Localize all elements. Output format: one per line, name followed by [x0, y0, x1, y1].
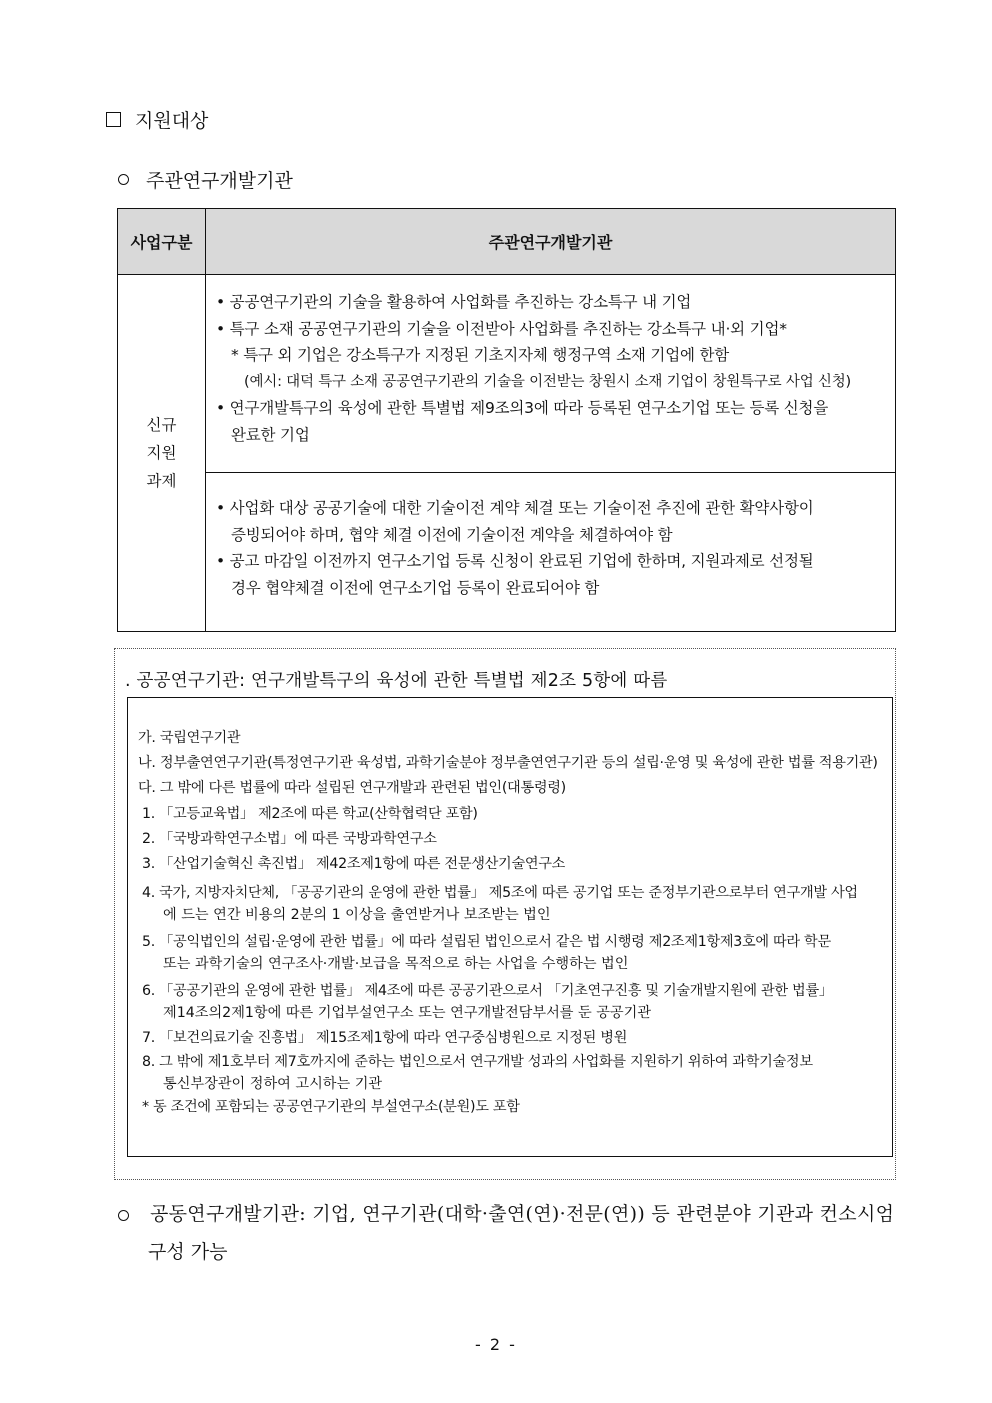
subsection-heading — [118, 166, 293, 193]
definition-list — [127, 697, 893, 1157]
requirement-line: • 공고 마감일 이전까지 연구소기업 등록 신청이 완료된 기업에 한하며, 지원과제로 선정될 — [216, 552, 814, 570]
definition-item-line: 6. 「공공기관의 운영에 관한 법률」 제4조에 따른 공공기관으로서 「기초연구진흥 및 기술개발지원에 관한 법률」 — [142, 983, 833, 1000]
section-heading — [106, 106, 208, 133]
definition-line: 나. 정부출연연구기관(특정연구기관 육성법, 과학기술분야 정부출연연구기관 등의 설립·운영 및 육성에 관한 법률 적용기관) — [138, 755, 878, 772]
requirement-line: • 공공연구기관의 기술을 활용하여 사업화를 추진하는 강소특구 내 기업 — [216, 293, 692, 311]
header-institution: 주관연구개발기관 — [206, 209, 896, 275]
definition-item: 1. 「고등교육법」 제2조에 따른 학교(산학협력단 포함) — [142, 805, 478, 822]
definition-item-line: 8. 그 밖에 제1호부터 제7호까지에 준하는 법인으로서 연구개발 성과의 사업화를 지원하기 위하여 과학기술정보 — [142, 1054, 813, 1071]
definition-item-line: 5. 「공익법인의 설립·운영에 관한 법률」에 따라 설립된 법인으로서 같은 법 시행령 제2조제1항제3호에 따라 학문 — [142, 934, 831, 951]
eligibility-table — [117, 208, 896, 632]
table-row — [118, 275, 896, 473]
definition-item-cont: 에 드는 연간 비용의 2분의 1 이상을 출연받거나 보조받는 법인 — [163, 907, 551, 924]
category-cell — [118, 275, 206, 632]
definition-title: . 공공연구기관: 연구개발특구의 육성에 관한 특별법 제2조 5항에 따름 — [125, 671, 668, 691]
definition-item — [138, 980, 892, 1024]
circle-bullet-icon — [118, 1210, 129, 1221]
definition-footnote: * 동 조건에 포함되는 공공연구기관의 부설연구소(분원)도 포함 — [142, 1099, 520, 1116]
definition-item-line: 4. 국가, 지방자치단체, 「공공기관의 운영에 관한 법률」 제5조에 따른 공기업 또는 준정부기관으로부터 연구개발 사업 — [142, 885, 858, 902]
subsection-title: 주관연구개발기관 — [146, 170, 293, 192]
paragraph-line — [118, 1195, 898, 1233]
requirements-cell-2 — [206, 473, 896, 632]
definition-item: 3. 「산업기술혁신 촉진법」 제42조제1항에 따른 전문생산기술연구소 — [142, 856, 566, 873]
page-number: - 2 - — [475, 1335, 517, 1354]
definition-line: 다. 그 밖에 다른 법률에 따라 설립된 연구개발과 관련된 법인(대통령령) — [138, 780, 566, 797]
requirement-example: (예시: 대덕 특구 소재 공공연구기관의 기술을 이전받는 창원시 소재 기업이 창원특구로 사업 신청) — [244, 373, 851, 390]
requirements-cell-1 — [206, 275, 896, 473]
section-title: 지원대상 — [135, 110, 209, 132]
definition-item — [138, 931, 892, 975]
category-text: 과제 — [146, 472, 177, 490]
definition-item — [138, 882, 892, 926]
category-text: 신규 — [146, 416, 177, 434]
table-row — [118, 473, 896, 632]
definition-box — [114, 648, 896, 1180]
definition-line: 가. 국립연구기관 — [138, 730, 241, 746]
table-header-row — [118, 209, 896, 275]
header-category: 사업구분 — [118, 209, 206, 275]
circle-bullet-icon — [118, 174, 129, 185]
requirement-line-cont: 완료한 기업 — [231, 425, 310, 444]
definition-item-cont: 통신부장관이 정하여 고시하는 기관 — [163, 1076, 383, 1093]
definition-item-cont: 또는 과학기술의 연구조사·개발·보급을 목적으로 하는 사업을 수행하는 법인 — [163, 956, 629, 973]
requirement-line: • 특구 소재 공공연구기관의 기술을 이전받아 사업화를 추진하는 강소특구 내·외 기업* — [216, 319, 787, 338]
definition-item: 2. 「국방과학연구소법」에 따른 국방과학연구소 — [142, 830, 437, 847]
joint-institution-text: 공동연구개발기관: 기업, 연구기관(대학·출연(연)·전문(연)) 등 관련분야 기관과 컨소시엄 — [150, 1203, 895, 1225]
requirement-line: • 사업화 대상 공공기술에 대한 기술이전 계약 체결 또는 기술이전 추진에 관한 확약사항이 — [216, 499, 814, 517]
definition-item — [138, 1051, 892, 1095]
definition-item: 7. 「보건의료기술 진흥법」 제15조제1항에 따라 연구중심병원으로 지정된 병원 — [142, 1030, 628, 1047]
joint-institution-paragraph — [118, 1195, 898, 1271]
requirement-line-cont: 증빙되어야 하며, 협약 체결 이전에 기술이전 계약을 체결하여야 함 — [231, 525, 673, 544]
requirement-line-cont: 경우 협약체결 이전에 연구소기업 등록이 완료되어야 함 — [231, 578, 600, 597]
checkbox-square-icon — [106, 112, 121, 127]
definition-item-cont: 제14조의2제1항에 따른 기업부설연구소 또는 연구개발전담부서를 둔 공공기관 — [163, 1005, 652, 1022]
requirement-note: * 특구 외 기업은 강소특구가 지정된 기초지자체 행정구역 소재 기업에 한함 — [231, 346, 730, 364]
requirement-line: • 연구개발특구의 육성에 관한 특별법 제9조의3에 따라 등록된 연구소기업 또는 등록 신청을 — [216, 399, 829, 417]
category-text: 지원 — [146, 444, 177, 462]
paragraph-line-cont: 구성 가능 — [148, 1241, 228, 1263]
